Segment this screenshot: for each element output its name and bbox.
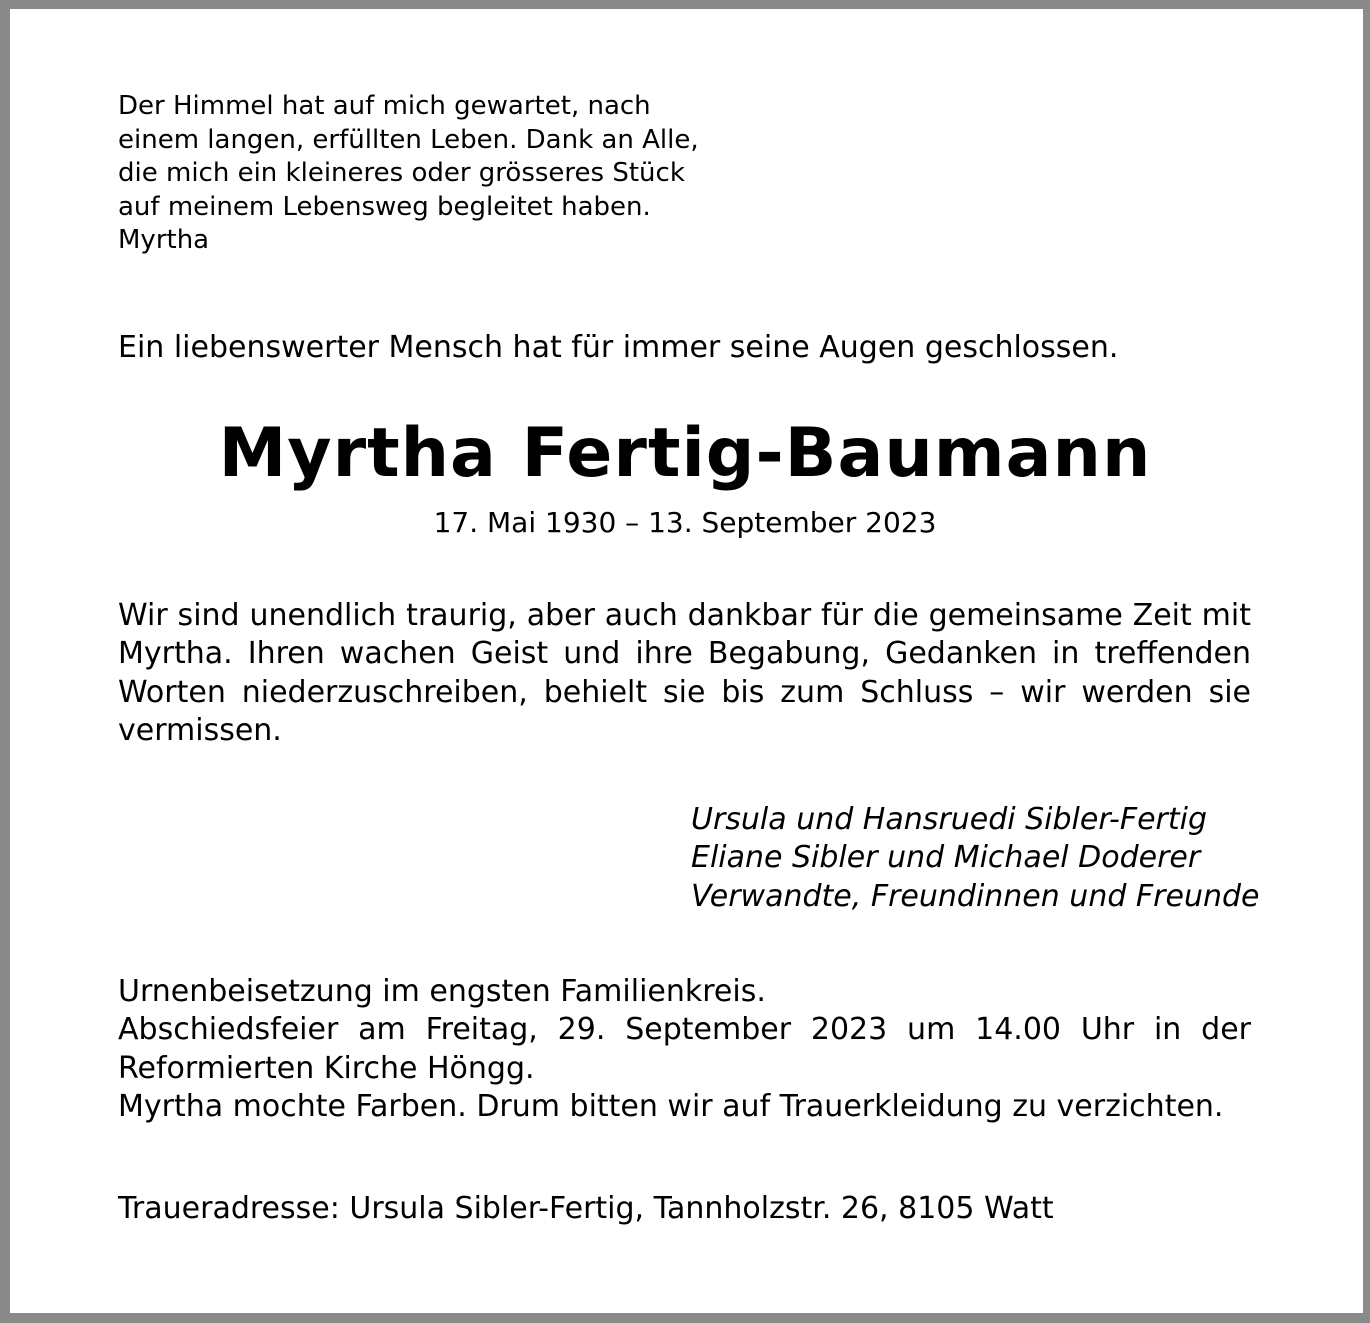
ceremony-info: Abschiedsfeier am Freitag, 29. September 2023 um 14.00 Uhr in der Reformierten Kirche Höngg. bbox=[118, 1012, 1251, 1086]
intro-line: Ein liebenswerter Mensch hat für immer seine Augen geschlossen. bbox=[118, 330, 1119, 365]
deceased-name: Myrtha Fertig-Baumann bbox=[218, 414, 1152, 493]
mourners-list bbox=[691, 801, 1291, 916]
dress-request: Myrtha mochte Farben. Drum bitten wir auf Trauerkleidung zu verzichten. bbox=[118, 1088, 1224, 1124]
mourning-address: Traueradresse: Ursula Sibler-Fertig, Tannholzstr. 26, 8105 Watt bbox=[118, 1191, 1054, 1226]
mourner-line: Eliane Sibler und Michael Doderer bbox=[691, 840, 1201, 876]
life-dates: 17. Mai 1930 – 13. September 2023 bbox=[433, 506, 937, 539]
mourner-line: Verwandte, Freundinnen und Freunde bbox=[691, 878, 1260, 914]
memorial-message: Wir sind unendlich traurig, aber auch dankbar für die gemeinsame Zeit mit Myrtha. Ihren wachen Geist und ihre Begabung, Gedanken in treffenden Worten niederzuschreiben, behielt sie bis zum Schluss – wir werden sie vermissen. bbox=[118, 598, 1251, 748]
burial-info: Urnenbeisetzung im engsten Familienkreis. bbox=[118, 974, 766, 1009]
funeral-info bbox=[118, 973, 1251, 1126]
opening-quote: Der Himmel hat auf mich gewartet, nach einem langen, erfüllten Leben. Dank an Alle, die mich ein kleineres oder grösseres Stück auf meinem Lebensweg begleitet haben. Myrtha bbox=[118, 91, 699, 256]
mourner-line: Ursula und Hansruedi Sibler-Fertig bbox=[691, 802, 1208, 837]
